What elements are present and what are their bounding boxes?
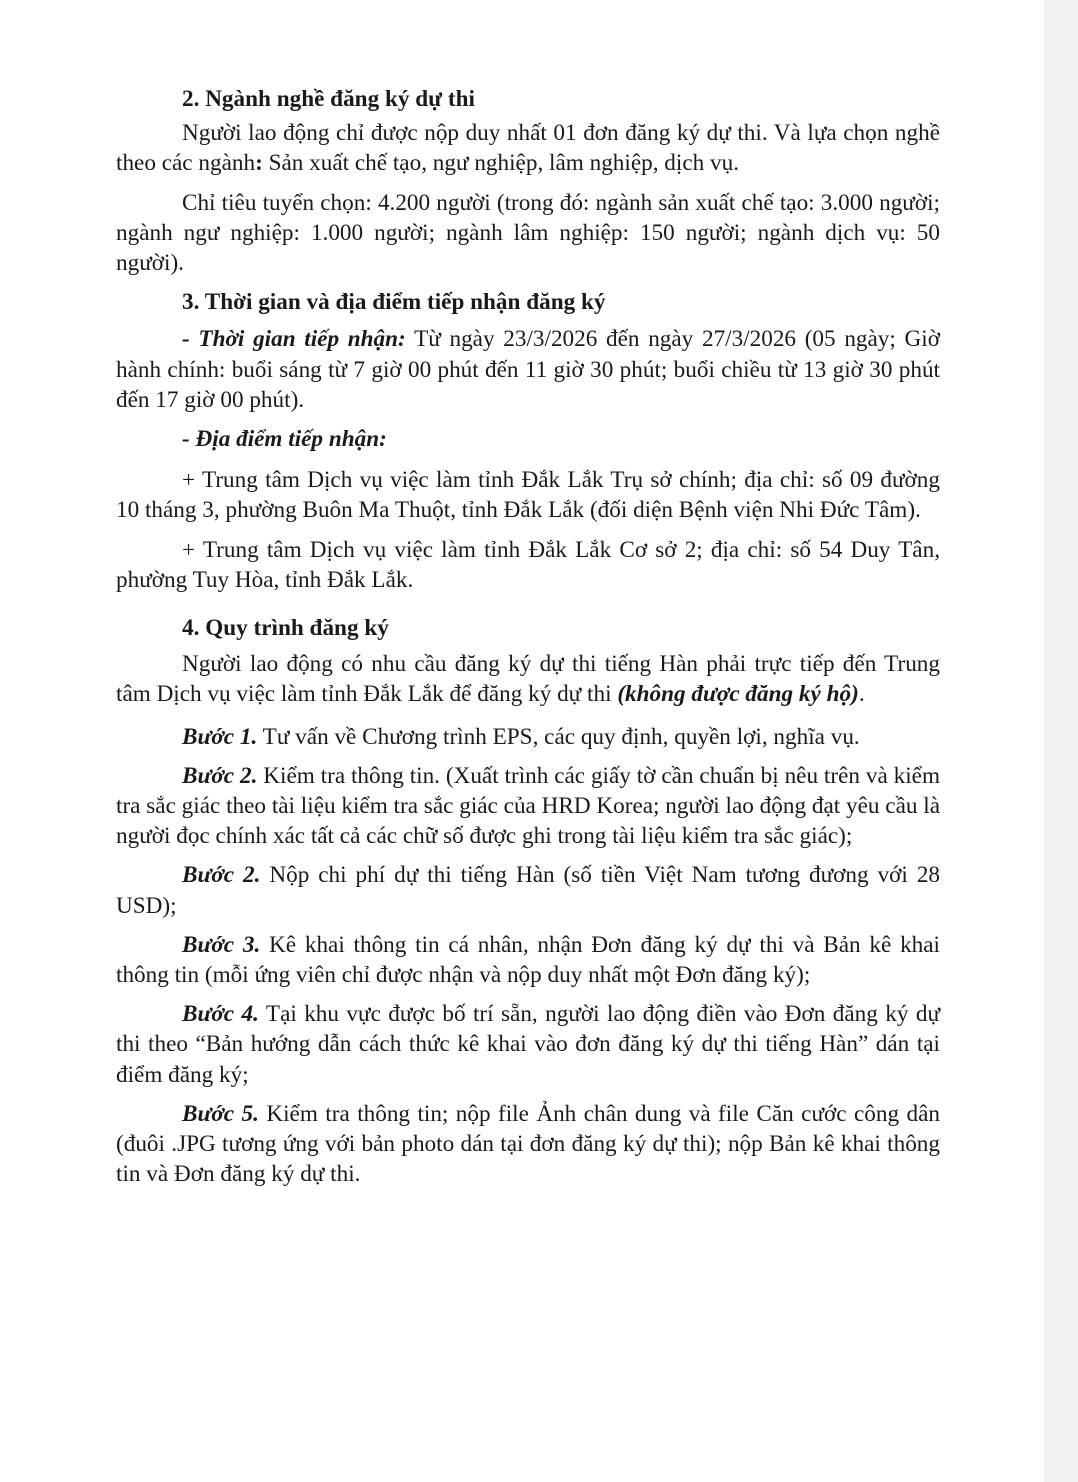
page-edge (1044, 0, 1078, 1482)
section-4-intro-emphasis: (không được đăng ký hộ) (617, 681, 859, 708)
step-label: Bước 5. (182, 1100, 259, 1127)
step-label: Bước 3. (182, 931, 261, 958)
step-text: Kiểm tra thông tin; nộp file Ảnh chân dung và file Căn cước công dân (đuôi .JPG tương ứng với bản photo dán tại đơn đăng ký dự thi); nộp Bản kê khai thông tin và Đơn đăng ký dự thi. (116, 1100, 940, 1188)
step-item (116, 1099, 940, 1190)
step-text: Nộp chi phí dự thi tiếng Hàn (số tiền Việt Nam tương đương với 28 USD); (116, 862, 941, 919)
reception-time-text: Từ ngày 23/3/2026 đến ngày 27/3/2026 (05 ngày; Giờ hành chính: buổi sáng từ 7 giờ 00 phút đến 11 giờ 30 phút; buổi chiều từ 13 giờ 30 phút đến 17 giờ 00 phút). (116, 326, 940, 413)
step-text: Tại khu vực được bố trí sẵn, người lao động điền vào Đơn đăng ký dự thi theo “Bản hướng dẫn cách thức kê khai vào đơn đăng ký dự thi tiếng Hàn” dán tại điểm đăng ký; (116, 1001, 941, 1088)
section-2-paragraph-2: Chỉ tiêu tuyển chọn: 4.200 người (trong đó: ngành sản xuất chế tạo: 3.000 người; ngành ngư nghiệp: 1.000 người; ngành lâm nghiệp: 150 người; ngành dịch vụ: 50 người). (116, 189, 940, 277)
document-page (116, 84, 940, 1190)
reception-time-paragraph (116, 324, 940, 415)
step-item (116, 761, 940, 852)
section-2-heading: 2. Ngành nghề đăng ký dự thi (182, 86, 475, 112)
reception-time-label: - Thời gian tiếp nhận: (182, 326, 406, 353)
step-text: Tư vấn về Chương trình EPS, các quy định, quyền lợi, nghĩa vụ. (257, 723, 860, 750)
reception-place-2: + Trung tâm Dịch vụ việc làm tỉnh Đắk Lắk Cơ sở 2; địa chỉ: số 54 Duy Tân, phường Tuy Hòa, tỉnh Đắk Lắk. (116, 536, 940, 593)
reception-place-1: + Trung tâm Dịch vụ việc làm tỉnh Đắk Lắk Trụ sở chính; địa chỉ: số 09 đường 10 tháng 3, phường Buôn Ma Thuột, tỉnh Đắk Lắk (đối diện Bệnh viện Nhi Đức Tâm). (116, 467, 940, 524)
section-3-heading: 3. Thời gian và địa điểm tiếp nhận đăng ký (182, 289, 606, 316)
section-4-intro (116, 649, 940, 709)
step-text: Kiểm tra thông tin. (Xuất trình các giấy tờ cần chuẩn bị nêu trên và kiểm tra sắc giác theo tài liệu kiểm tra sắc giác của HRD Korea; người lao động đạt yêu cầu là người đọc chính xác tất cả các chữ số được ghi trong tài liệu kiểm tra sắc giác); (116, 762, 940, 850)
step-label: Bước 1. (182, 723, 258, 750)
step-item (116, 860, 940, 920)
section-4-intro-end: . (858, 681, 865, 708)
step-item (116, 999, 940, 1090)
step-label: Bước 4. (182, 1001, 259, 1028)
section-2-paragraph-1 (116, 118, 940, 178)
section-2-paragraph-1-text-end: Sản xuất chế tạo, ngư nghiệp, lâm nghiệp, dịch vụ. (262, 150, 740, 177)
section-4-heading: 4. Quy trình đăng ký (182, 615, 389, 642)
section-2-paragraph-1-colon: : (255, 150, 263, 177)
step-text: Kê khai thông tin cá nhân, nhận Đơn đăng ký dự thi và Bản kê khai thông tin (mỗi ứng viên chỉ được nhận và nộp duy nhất một Đơn đăng ký); (116, 931, 941, 989)
step-item (116, 930, 940, 990)
step-item (116, 722, 940, 752)
section-2-paragraph-1-text: Người lao động chỉ được nộp duy nhất 01 đơn đăng ký dự thi. Và lựa chọn nghề theo các ngành (116, 120, 940, 177)
step-label: Bước 2. (182, 762, 258, 789)
reception-place-label: - Địa điểm tiếp nhận: (182, 426, 387, 453)
section-4-intro-text: Người lao động có nhu cầu đăng ký dự thi tiếng Hàn phải trực tiếp đến Trung tâm Dịch vụ việc làm tỉnh Đắk Lắk để đăng ký dự thi (116, 651, 940, 708)
step-label: Bước 2. (182, 862, 261, 889)
